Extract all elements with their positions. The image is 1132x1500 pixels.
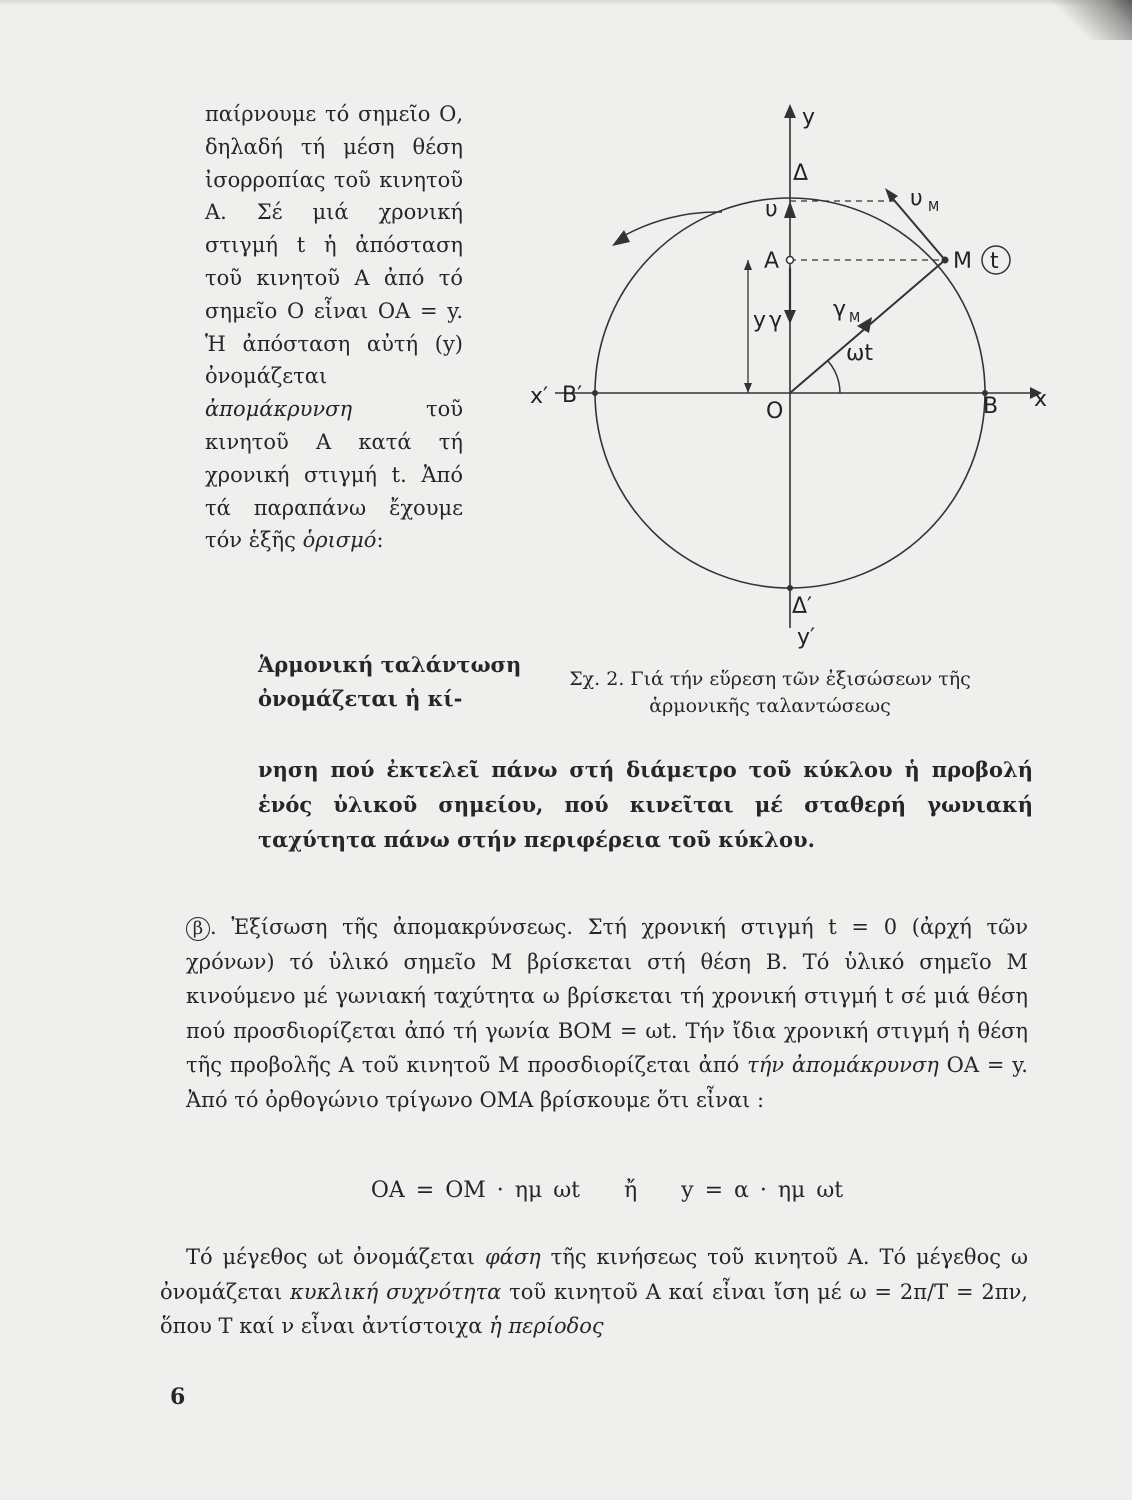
label-delta: Δ bbox=[793, 161, 809, 186]
y-axis-arrow bbox=[784, 104, 796, 118]
label-t: t bbox=[990, 249, 999, 274]
freq-text-1: Τό μέγεθος ω ὀνομάζεται bbox=[160, 1245, 1028, 1304]
label-um: υ bbox=[910, 186, 923, 211]
figure-caption bbox=[505, 666, 1035, 720]
section-b-marker: β bbox=[186, 917, 210, 941]
angle-arc bbox=[828, 361, 840, 393]
label-x: x bbox=[1034, 387, 1048, 412]
left-colon: : bbox=[376, 528, 384, 553]
label-o: O bbox=[766, 399, 784, 424]
label-y-prime: y′ bbox=[797, 625, 816, 650]
label-omega-t: ωt bbox=[846, 341, 874, 366]
label-u: υ bbox=[765, 197, 778, 222]
term-periodos: ἡ περίοδος bbox=[489, 1314, 604, 1338]
figure-harmonic-oscillation bbox=[500, 88, 1060, 658]
label-gamma-m-sub: M bbox=[849, 311, 861, 326]
left-paragraph bbox=[205, 98, 463, 557]
label-y: y bbox=[802, 105, 816, 130]
term-apomakrynsi: ἀπομάκρυνση bbox=[205, 397, 353, 422]
term-orismo: ὁρισμό bbox=[302, 528, 377, 553]
label-gamma-m: γ bbox=[833, 297, 847, 322]
term-fasi: φάση bbox=[484, 1245, 541, 1269]
page-edge bbox=[0, 0, 1132, 6]
caption-line-2: ἁρμονικῆς ταλαντώσεως bbox=[649, 695, 891, 717]
point-a bbox=[787, 257, 794, 264]
vector-g-arrow bbox=[784, 310, 796, 324]
left-column-text bbox=[205, 98, 463, 557]
point-b-prime bbox=[592, 390, 598, 396]
figure-svg bbox=[500, 88, 1060, 658]
caption-line-1: Σχ. 2. Γιά τήν εὕρεση τῶν ἐξισώσεων τῆς bbox=[569, 668, 971, 690]
vector-u-arrow bbox=[784, 201, 796, 218]
label-a: Α bbox=[764, 249, 780, 274]
definition-start: Ἁρμονική ταλάντωση ὀνομάζεται ἡ κί- bbox=[258, 652, 522, 711]
label-delta-prime: Δ′ bbox=[792, 594, 813, 619]
rotation-arrow bbox=[612, 230, 630, 246]
section-b-body-1: Στή χρονική στιγμή t = 0 (ἀρχή τῶν χρόνων) τό ὑλικό σημεῖο Μ βρίσκεται στή θέση Β. Τό ὑλικό σημεῖο Μ κινούμενο μέ γωνιακή ταχύτητα ω βρίσκεται τή χρονική στιγμή t σέ μιά θέση πού προσδιορίζεται ἀπό τή γωνία ΒΟΜ = ωt. Τήν ἴδια χρονική στιγμή ἡ θέση τῆς προβολῆς Α τοῦ κινητοῦ Μ προσδιορίζεται ἀπό bbox=[186, 915, 1029, 1077]
left-text-1: παίρνουμε τό σημεῖο Ο, δηλαδή τή μέση θέση ἰσορροπίας τοῦ κινητοῦ Α. Σέ μιά χρονική στιγμή t ἡ ἀπόσταση τοῦ κινητοῦ Α ἀπό τό σημεῖο Ο εἶναι ΟΑ = y. Ἡ ἀπόσταση αὐτή (y) ὀνομάζεται bbox=[205, 102, 463, 389]
label-m: Μ bbox=[953, 249, 972, 274]
label-um-sub: M bbox=[928, 200, 940, 215]
definition-continuation: νηση πού ἐκτελεῖ πάνω στή διάμετρο τοῦ κύκλου ἡ προβολή ἑνός ὑλικοῦ σημείου, πού κινεῖται μέ σταθερή γωνιακή ταχύτητα πάνω στήν περιφέρεια τοῦ κύκλου. bbox=[258, 757, 1033, 852]
label-b: B bbox=[983, 394, 999, 419]
label-y-dist: y bbox=[753, 308, 767, 333]
point-d-prime bbox=[787, 585, 793, 591]
vector-um-arrow bbox=[885, 188, 898, 202]
distance-y-bottom bbox=[744, 383, 752, 393]
left-text-2: τοῦ κινητοῦ Α κατά τή χρονική στιγμή t. Ἀπό τά παραπάνω ἔχουμε τόν ἑξῆς bbox=[205, 397, 463, 553]
label-gamma: γ bbox=[769, 308, 783, 333]
term-ten-apomakrynsi: τήν ἀπομάκρυνση bbox=[747, 1053, 939, 1077]
distance-y-top bbox=[744, 260, 752, 270]
page-number: 6 bbox=[170, 1384, 186, 1410]
equation-left: ΟΑ = ΟΜ · ημ ωt bbox=[370, 1178, 581, 1203]
phase-text-1: Τό μέγεθος ωt ὀνομάζεται bbox=[186, 1245, 476, 1269]
corner-shade bbox=[1052, 0, 1132, 40]
freq-text-2: τοῦ κινητοῦ Α καί εἶναι ἴση μέ ω = 2π/Τ = 2πν, ὅπου Τ καί ν εἶναι ἀντίστοιχα bbox=[160, 1279, 1028, 1338]
equation bbox=[186, 1178, 1028, 1203]
section-b-title: . Ἐξίσωση τῆς ἀπομακρύνσεως. bbox=[210, 915, 574, 939]
label-b-prime: B′ bbox=[562, 383, 583, 408]
equation-right: y = α · ημ ωt bbox=[681, 1178, 844, 1203]
label-x-prime: x′ bbox=[530, 384, 549, 409]
phase-text-2: τῆς κινήσεως τοῦ κινητοῦ Α. bbox=[550, 1245, 870, 1269]
section-b-body-2: ΟΑ = y. Ἀπό τό ὀρθογώνιο τρίγωνο ΟΜΑ βρίσκουμε ὅτι εἶναι : bbox=[186, 1053, 1028, 1112]
equation-or: ἤ bbox=[624, 1178, 638, 1203]
term-kykliki-sychnotita: κυκλική συχνότητα bbox=[290, 1279, 502, 1304]
section-b-text bbox=[186, 910, 1028, 1117]
phase-paragraph bbox=[160, 1240, 1028, 1344]
